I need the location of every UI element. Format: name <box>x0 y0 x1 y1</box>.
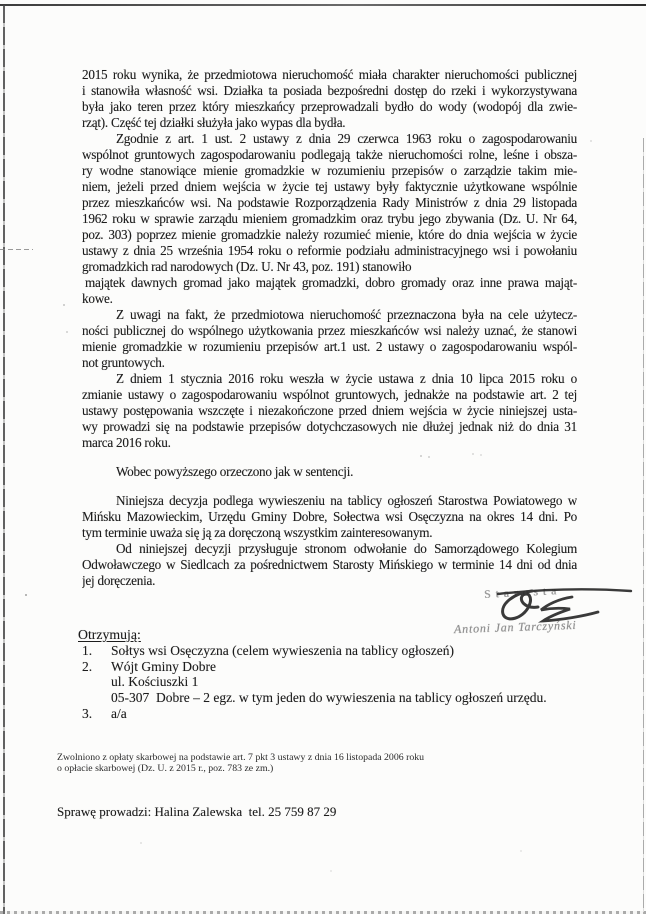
body-line: Niniejsza decyzja podlega wywieszeniu na tablicy ogłoszeń Starostwa Powiatowego w <box>116 493 577 508</box>
body-line: Z uwagi na fakt, że przedmiotowa nieruchomość przeznaczona była na cele użytecz- <box>116 307 577 322</box>
body-line: zmianie ustawy o zagospodarowaniu wspólnot gruntowych, jednakże na podstawie art. 2 tej <box>82 387 577 402</box>
body-line: 1962 roku w sprawie zarządu mieniem gromadzkim oraz trybu jego zbywania (Dz. U. Nr 64, <box>82 211 577 226</box>
body-line: poz. 303) poprzez mienie gromadzkie należy rozumieć mienie, które do dnia wejścia w życie <box>82 227 577 242</box>
scan-edge-left <box>3 5 5 914</box>
body-line: Mińsku Mazowieckim, Urzędu Gminy Dobre, Sołectwa wsi Osęczyzna na okres 14 dni. Po <box>82 509 577 524</box>
item-text: a/a <box>111 705 127 721</box>
body-line: ry wodne stanowiące mienie gromadzkie w rozumieniu przepisów o zarządzie takim mie- <box>82 163 577 178</box>
body-line: tym terminie uważa się ją za doręczoną wszystkim zainteresowanym. <box>82 525 433 540</box>
distribution-item <box>78 659 547 706</box>
body-line: i stanowiła własność wsi. Działka ta posiada bezpośredni dostęp do rzeki i wykorzystywana <box>82 83 577 98</box>
body-line: przez mieszkańców wsi. Na podstawie Rozporządzenia Rady Ministrów z dnia 29 listopada <box>82 195 577 210</box>
scan-noise-speckles <box>0 0 2 2</box>
footnote-line: Zwolniono z opłaty skarbowej na podstawie art. 7 pkt 3 ustawy z dnia 16 listopada 2006 roku <box>57 752 425 763</box>
body-line: Odwoławczego w Siedlcach za pośrednictwem Starosty Mińskiego w terminie 14 dni od dnia <box>82 557 577 572</box>
body-line: not gruntowych. <box>82 355 165 370</box>
item-text: Wójt Gminy Dobre ul. Kościuszki 1 05-307 Dobre – 2 egz. w tym jeden do wywieszenia na tablicy ogłoszeń urzędu. <box>111 658 547 706</box>
stamp-title: Starosta <box>483 584 562 602</box>
item-number: 3. <box>82 705 93 721</box>
item-text: Sołtys wsi Osęczyzna (celem wywieszenia na tablicy ogłoszeń) <box>111 643 455 658</box>
body-line: niem, jeżeli przed dniem wejścia w życie tej ustawy były faktycznie użytkowane wspólnie <box>82 179 577 194</box>
body-line: była jako teren przez który mieszkańcy przeprowadzali bydło do wody (wodopój dla zwie- <box>82 99 577 114</box>
decision-body-text <box>82 67 577 589</box>
footnote-line: o opłacie skarbowej (Dz. U. z 2015 r., poz. 783 ze zm.) <box>57 763 274 775</box>
distribution-heading: Otrzymują: <box>78 627 141 642</box>
signer-name: Antoni Jan Tarczyński <box>453 617 577 637</box>
item-number: 2. <box>82 658 93 674</box>
body-line: mienie gromadzkie w rozumieniu przepisów art.1 ust. 2 ustawy o zagospodarowaniu wspól- <box>82 339 577 354</box>
body-line: gromadzkich rad narodowych (Dz. U. Nr 43, poz. 191) stanowiło <box>82 259 412 274</box>
scan-edge-right <box>643 138 644 914</box>
body-line: rząt). Część tej działki służyła jako wypas dla bydła. <box>82 115 346 130</box>
distribution-item <box>78 706 547 722</box>
body-line: ustawy z dnia 25 września 1954 roku o reformie podziału administracyjnego wsi i powołaniu <box>82 243 577 258</box>
fee-exemption-footnote <box>57 752 424 775</box>
body-line: Wobec powyższego orzeczono jak w sentencji. <box>116 464 354 479</box>
case-officer-line: Sprawę prowadzi: Halina Zalewska tel. 25 759 87 29 <box>57 804 337 819</box>
body-line: wspólnot gruntowych zagospodarowaniu podlegają także nieruchomości rolne, leśne i obsza- <box>82 147 577 162</box>
body-line: majątek dawnych gromad jako majątek gromadzki, dobro gromady oraz inne prawa mająt- <box>85 275 577 290</box>
scan-edge-top <box>0 4 646 6</box>
body-line: wy prowadzi się na podstawie przepisów dotychczasowych nie dłużej jednak niż do dnia 31 <box>82 419 577 434</box>
distribution-items <box>78 643 547 721</box>
distribution-item <box>78 643 547 659</box>
body-line: 2015 roku wynika, że przedmiotowa nieruchomość miała charakter nieruchomości publicznej <box>82 67 577 82</box>
body-line: Z dniem 1 stycznia 2016 roku weszła w życie ustawa z dnia 10 lipca 2015 roku o <box>116 371 577 386</box>
body-line: Zgodnie z art. 1 ust. 2 ustawy z dnia 29 czerwca 1963 roku o zagospodarowaniu <box>116 131 577 146</box>
distribution-list <box>78 626 547 721</box>
body-line: ustawy postępowania wszczęte i niezakończone przed dniem wejścia w życie niniejszej usta- <box>82 403 577 418</box>
body-line: kowe. <box>82 291 113 306</box>
scan-artifact-dash <box>0 249 33 250</box>
body-line: Od niniejszej decyzji przysługuje stronom odwołanie do Samorządowego Kolegium <box>116 541 577 556</box>
item-number: 1. <box>82 643 93 658</box>
body-line: ności publicznej do wspólnego użytkowania przez mieszkańców wsi należy uznać, że stanowi <box>82 323 577 338</box>
body-line: jej doręczenia. <box>82 573 156 588</box>
body-line: marca 2016 roku. <box>82 435 171 450</box>
